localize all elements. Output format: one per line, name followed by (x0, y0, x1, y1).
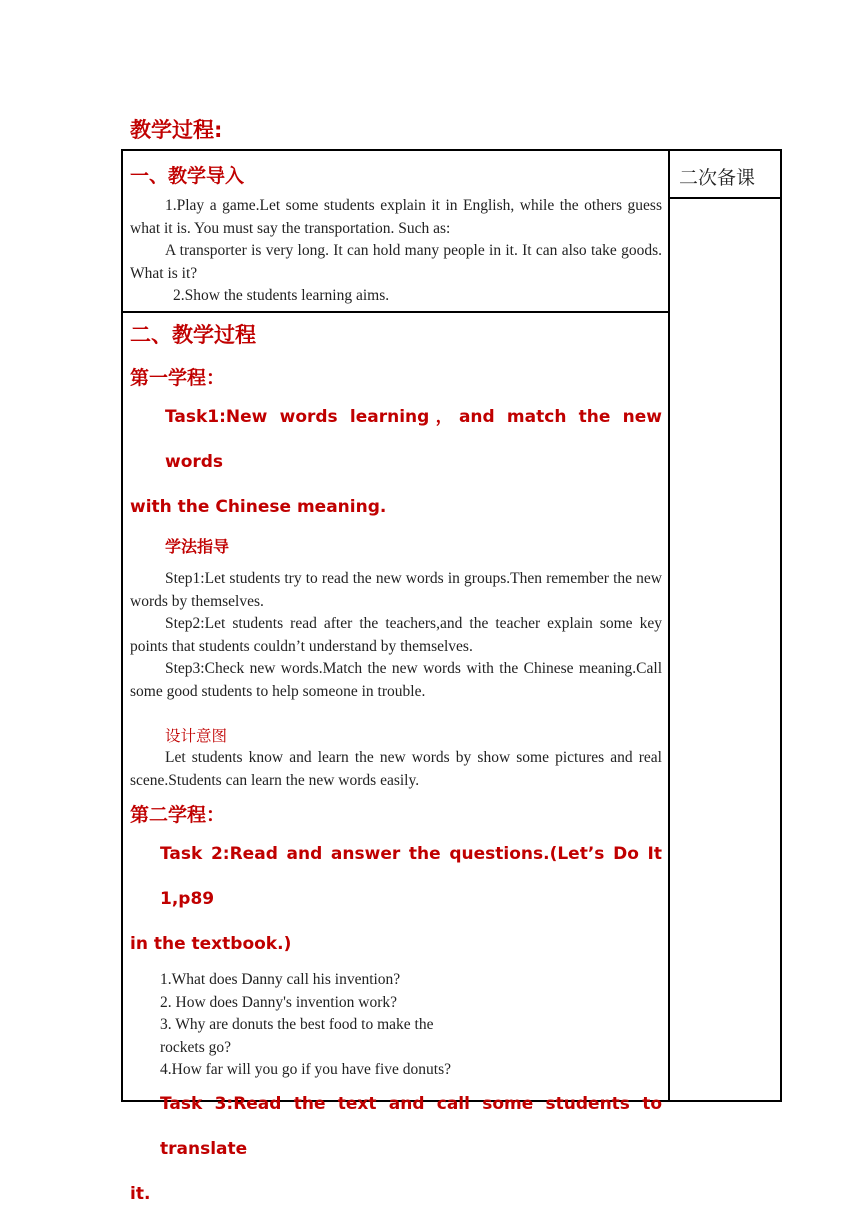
task2-line: in the textbook.) (130, 934, 292, 954)
column-divider (668, 151, 670, 1100)
task2 (130, 832, 662, 967)
task1-line: Task1:New words learning，and match the new words (165, 407, 662, 472)
intro-cell (130, 161, 662, 308)
page-title: 教学过程: (130, 118, 223, 142)
intro-paragraph: 1.Play a game.Let some students explain it in English, while the others guess what it is. You must say the transportation. Such as: (130, 197, 662, 237)
question-list (130, 969, 662, 1082)
step-paragraph: Step3:Check new words.Match the new words with the Chinese meaning.Call some good students to help someone in trouble. (130, 660, 662, 700)
intent-paragraph: Let students know and learn the new words by show some pictures and real scene.Students can learn the new words easily. (130, 749, 662, 789)
section1-heading: 一、教学导入 (130, 165, 245, 187)
intent-heading: 设计意图 (165, 727, 228, 745)
task1-line: with the Chinese meaning. (130, 497, 387, 517)
step-paragraph: Step1:Let students try to read the new words in groups.Then remember the new words by themselves. (130, 570, 662, 610)
task3-line: it. (130, 1183, 151, 1204)
stage1-heading: 第一学程： (130, 367, 226, 389)
task3 (130, 1082, 662, 1217)
question-item: 3. Why are donuts the best food to make the (160, 1016, 434, 1033)
row-divider (123, 311, 668, 313)
question-item: rockets go? (160, 1038, 232, 1056)
side-header-divider (670, 197, 782, 199)
section2-heading: 二、教学过程 (130, 323, 256, 347)
task3-line: Task 3:Read the text and call some students to translate (160, 1093, 662, 1159)
intro-paragraph: A transporter is very long. It can hold many people in it. It can also take goods. What is it? (130, 242, 662, 282)
guide-heading: 学法指导 (165, 537, 230, 556)
question-item: 4.How far will you go if you have five donuts? (160, 1061, 451, 1078)
stage2-heading: 第二学程： (130, 804, 226, 826)
side-column-header: 二次备课 (679, 167, 756, 189)
lesson-table (121, 149, 782, 1204)
question-item: 2. How does Danny's invention work? (160, 993, 397, 1011)
question-item: 1.What does Danny call his invention? (160, 971, 401, 988)
task2-line: Task 2:Read and answer the questions.(Let’s Do It 1,p89 (160, 844, 662, 909)
process-cell (130, 317, 662, 1217)
task1 (130, 395, 662, 530)
intro-paragraph: 2.Show the students learning aims. (173, 287, 390, 304)
step-paragraph: Step2:Let students read after the teachers,and the teacher explain some key points that students couldn’t understand by themselves. (130, 615, 662, 655)
